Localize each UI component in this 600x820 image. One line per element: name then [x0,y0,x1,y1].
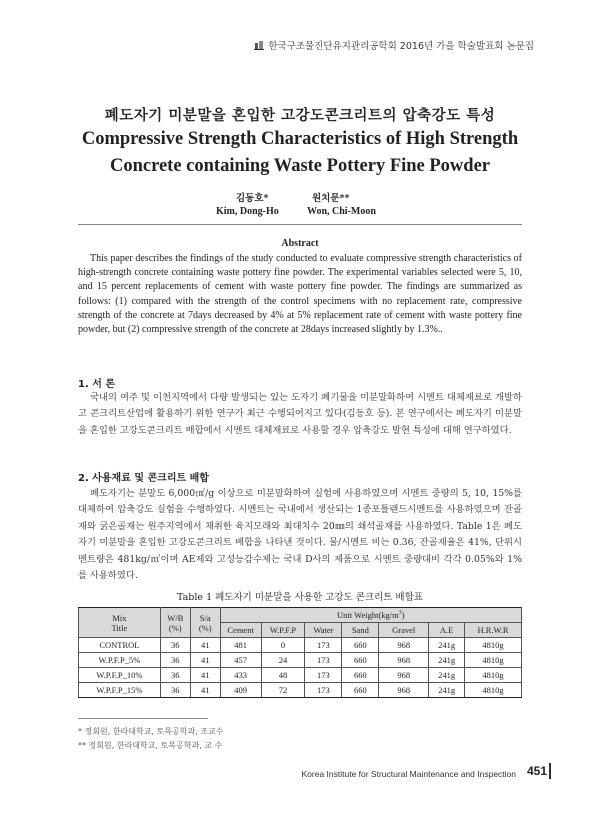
table-cell: 173 [305,683,342,698]
table-cell: 4810g [465,683,522,698]
table-cell: 433 [220,668,261,683]
table-cell: 241g [429,638,465,653]
section-1-text: 국내의 여주 및 이천지역에서 다량 발생되는 있는 도자기 폐기물을 미분말화하여 시멘트 대체재료로 개발하고 콘크리트산업에 활용하기 위한 연구가 최근 수행되어지고 있다(김동호 등). 본 연구에서는 폐도자기 미분말을 혼입한 고강도콘크리트 배합에서 시멘트 대체재료로 사용할 경우 압축강도 발현 특성에 대해 연구하였다. [78,392,522,436]
table-cell: 4810g [465,638,522,653]
header-col: Water [305,623,342,638]
page-number-bar [549,763,551,779]
author-1-english: Kim, Dong-Ho [216,206,279,217]
paper-title-korean: 폐도자기 미분말을 혼입한 고강도콘크리트의 압축강도 특성 [104,107,496,124]
table-cell: 48 [261,668,305,683]
header-col: W.P.F.P [261,623,305,638]
abstract-heading: Abstract [281,238,319,249]
table-cell: 241g [429,668,465,683]
header-wb: W/B (%) [160,608,190,638]
table-cell: 173 [305,668,342,683]
table-row [79,653,522,668]
paper-title-english-line1: Compressive Strength Characteristics of High Strength [81,129,519,149]
table-cell: W.P.F.P_15% [79,683,161,698]
table-cell: 660 [342,683,379,698]
table-cell: 660 [342,638,379,653]
table-cell: 41 [190,638,220,653]
table-cell: 968 [379,638,429,653]
table-cell: 36 [160,683,190,698]
footer-organization: Korea Institute for Structural Maintenance and Inspection [301,769,516,779]
table-cell: 457 [220,653,261,668]
header-mix-title: Mix Title [79,608,161,638]
author-2-korean: 원치문** [312,193,350,204]
header-col: Gravel [379,623,429,638]
table-cell: 481 [220,638,261,653]
table-row [79,683,522,698]
section-2-heading: 2. 사용재료 및 콘크리트 배합 [78,473,209,484]
table-cell: 41 [190,668,220,683]
page-number: 451 [527,764,548,778]
footnote-divider [78,718,208,719]
table-cell: 968 [379,683,429,698]
table-cell: 173 [305,653,342,668]
table-cell: 660 [342,653,379,668]
table-cell: 968 [379,653,429,668]
table-cell: 241g [429,683,465,698]
table-cell: W.P.F.P_10% [79,668,161,683]
table-caption: Table 1 폐도자기 미분말을 사용한 고강도 콘크리트 배합표 [177,592,423,603]
header-col: H.R.W.R [465,623,522,638]
paper-title-english-line2: Concrete containing Waste Pottery Fine Powder [109,156,491,176]
table-cell: 173 [305,638,342,653]
section-2-text: 폐도자기는 분말도 6,000㎠/g 이상으로 미분말화하여 실험에 사용하였으며 시멘트 중량의 5, 10, 15%를 대체하여 압축강도 실험을 수행하였다. 시멘트는 국내에서 생산되는 1종포틀랜드시멘트를 사용하였으며 잔골재와 굵은골재는 원주지역에서 채취한 육지모래와 최대치수 20㎜의 쇄석골재를 사용하였다. Table 1은 폐도자기 미분말을 혼입한 고강도콘크리트 배합을 나타낸 것이다. 물/시멘트 비는 0.36, 잔골재율은 41%, 단위시멘트량은 481kg/㎥이며 AE제와 고성능감수제는 국내 D사의 제품으로 시멘트 중량대비 각각 0.05%와 1%를 사용하였다. [78,488,522,582]
table-cell: 72 [261,683,305,698]
building-icon [254,40,264,50]
table-cell: CONTROL [79,638,161,653]
author-1-korean: 김동호* [236,193,269,204]
table-cell: 0 [261,638,305,653]
table-cell: 41 [190,683,220,698]
mix-proportion-table [78,607,522,698]
table-cell: 968 [379,668,429,683]
table-cell: 36 [160,638,190,653]
table-cell: 36 [160,653,190,668]
table-row [79,638,522,653]
table-row [79,668,522,683]
table-cell: 241g [429,653,465,668]
table-cell: 41 [190,653,220,668]
header-col: Cement [220,623,261,638]
table-cell: 660 [342,668,379,683]
header-col: Sand [342,623,379,638]
table-cell: 24 [261,653,305,668]
header-sa: S/a (%) [190,608,220,638]
footnote-author-2: ** 정회원, 한라대학교, 토목공학과, 교 수 [78,741,223,750]
footnote-author-1: * 정회원, 한라대학교, 토목공학과, 조교수 [78,727,224,736]
journal-header [254,38,534,52]
table-cell: W.P.F.P_5% [79,653,161,668]
abstract-text: This paper describes the findings of the study conducted to evaluate compressive strength characteristics of high-strength concrete containing waste pottery fine powder. The experimental variables selected were 5, 10, and 15 percent replacements of cement with waste pottery fine powder. The findings are summarized as follows: (1) compared with the strength of the control specimens with no replacement rate, compressive strength of the concrete at 7days decreased by 4% at 5% replacement rate of cement with waste pottery fine powder, but (2) compressive strength of the concrete at 28days increased slightly by 1.3%.. [78,253,522,336]
header-col: A.E [429,623,465,638]
table-cell: 36 [160,668,190,683]
title-divider [78,224,522,225]
author-2-english: Won, Chi-Moon [307,206,376,217]
section-1-heading: 1. 서 론 [78,379,116,390]
table-cell: 409 [220,683,261,698]
table-cell: 4810g [465,668,522,683]
header-unit-weight: Unit $Weight(kg/m^3)$ [220,608,521,623]
journal-header-text: 한국구조물진단유지관리공학회 2016년 가을 학술발표회 논문집 [268,41,534,52]
table-cell: 4810g [465,653,522,668]
